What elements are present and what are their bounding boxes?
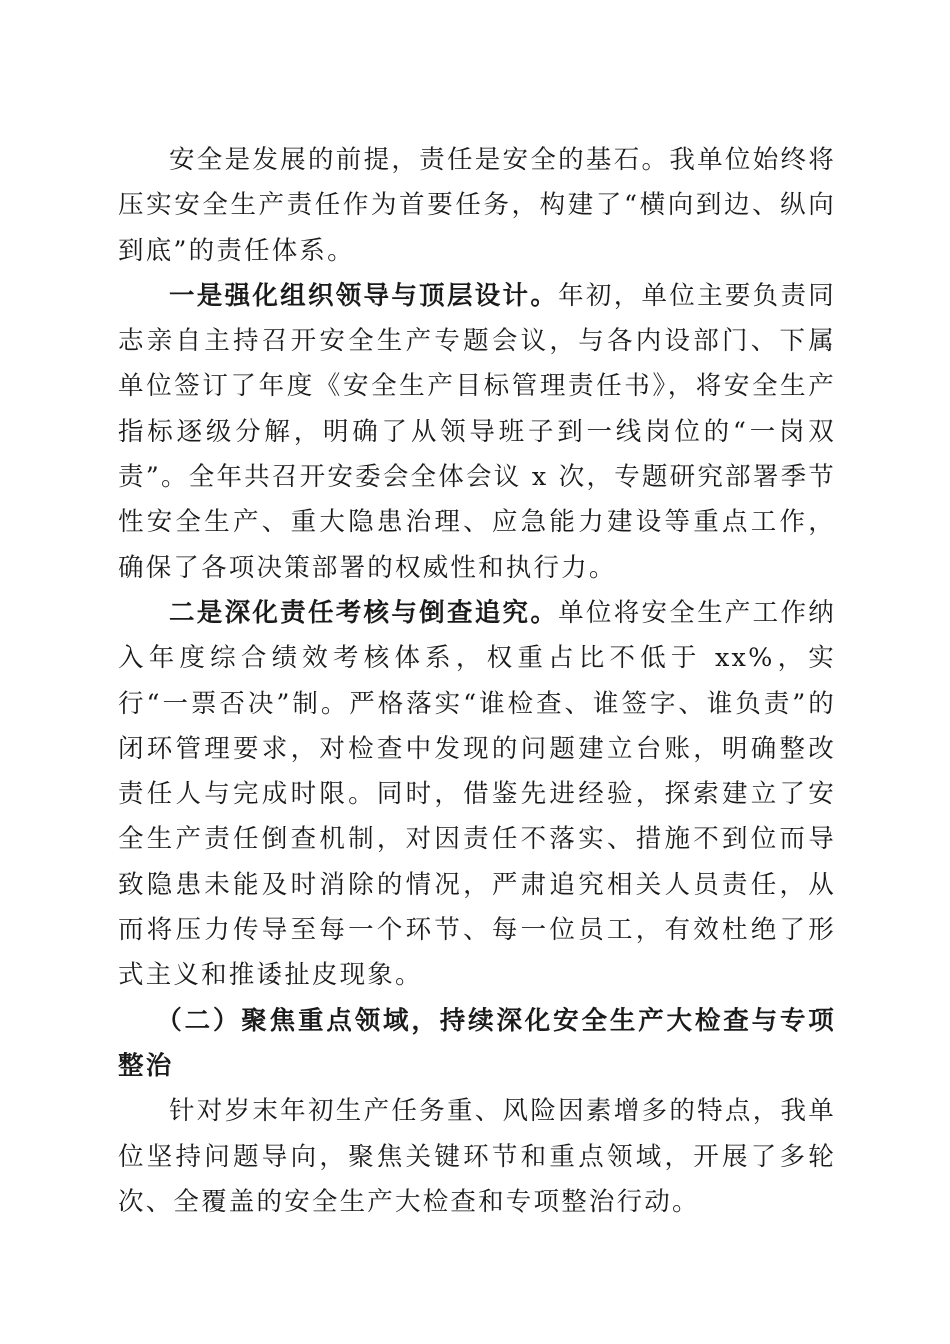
paragraph-text: 安全是发展的前提，责任是安全的基石。我单位始终将压实安全生产责任作为首要任务，构建了“横向到边、纵向到底”的责任体系。: [118, 145, 836, 266]
paragraph-lead: 二是深化责任考核与倒查追究。: [169, 597, 559, 628]
paragraph-text: 单位将安全生产工作纳入年度综合绩效考核体系，权重占比不低于 xx%，实行“一票否决”制。严格落实“谁检查、谁签字、谁负责”的闭环管理要求，对检查中发现的问题建立台账，明确整改责任人与完成时限。同时，借鉴先进经验，探索建立了安全生产责任倒查机制，对因责任不落实、措施不到位而导致隐患未能及时消除的情况，严肃追究相关人员责任，从而将压力传导至每一个环节、每一位员工，有效杜绝了形式主义和推诿扯皮现象。: [118, 597, 836, 991]
paragraph-leadership: [118, 274, 836, 591]
paragraph-intro: [118, 138, 836, 274]
paragraph-lead: 一是强化组织领导与顶层设计。: [169, 280, 559, 311]
section-heading: （二）聚焦重点领域，持续深化安全生产大检查与专项整治: [118, 1005, 836, 1081]
paragraph-text: 年初，单位主要负责同志亲自主持召开安全生产专题会议，与各内设部门、下属单位签订了年度《安全生产目标管理责任书》，将安全生产指标逐级分解，明确了从领导班子到一线岗位的“一岗双责”。全年共召开安委会全体会议 x 次，专题研究部署季节性安全生产、重大隐患治理、应急能力建设等重点工作，确保了各项决策部署的权威性和执行力。: [118, 280, 836, 583]
paragraph-accountability: [118, 591, 836, 999]
paragraph-text: 针对岁末年初生产任务重、风险因素增多的特点，我单位坚持问题导向，聚焦关键环节和重点领域，开展了多轮次、全覆盖的安全生产大检查和专项整治行动。: [118, 1096, 836, 1217]
document-body: [118, 138, 836, 1225]
paragraph-closing: [118, 1089, 836, 1225]
